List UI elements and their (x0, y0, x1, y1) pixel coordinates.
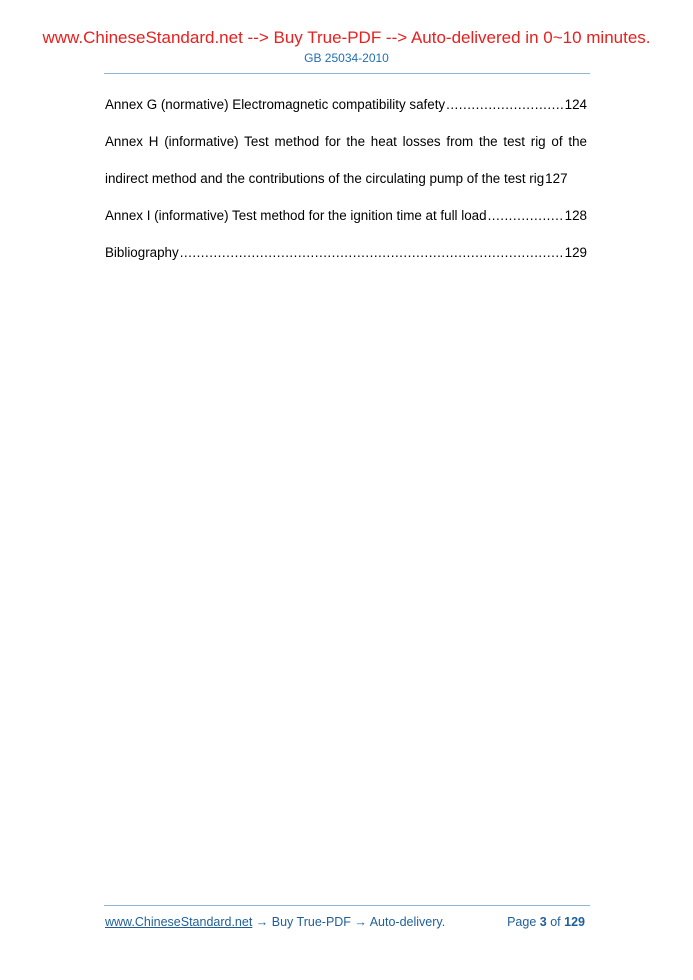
header-banner: www.ChineseStandard.net --> Buy True-PDF --> Auto-delivered in 0~10 minutes. (42, 28, 651, 47)
toc-entry-title: Bibliography (105, 245, 179, 260)
toc-dot-leader (180, 245, 564, 260)
header-divider (104, 73, 590, 74)
page-indicator (507, 915, 585, 929)
footer-promo-text: → Buy True-PDF → Auto-delivery. (252, 915, 446, 929)
toc-entry-title: indirect method and the contributions of the circulating pump of the test rig (105, 171, 545, 186)
toc-entry-annex-h-line1[interactable] (105, 134, 587, 171)
toc-entry-annex-h-line2[interactable] (105, 171, 587, 208)
toc-dot-leader (446, 97, 564, 112)
toc-entry-title: Annex I (informative) Test method for the ignition time at full load (105, 208, 487, 223)
toc-entry-title: Annex G (normative) Electromagnetic compatibility safety (105, 97, 446, 112)
of-label: of (550, 915, 561, 929)
toc-entry-annex-g[interactable] (105, 97, 587, 134)
page-label: Page (507, 915, 537, 929)
toc-entry-bibliography[interactable] (105, 245, 587, 282)
page-footer (105, 915, 585, 929)
footer-divider (104, 905, 590, 906)
total-page-count: 129 (564, 915, 585, 929)
toc-dot-leader (488, 208, 564, 223)
table-of-contents (105, 97, 587, 282)
standard-code: GB 25034-2010 (304, 51, 389, 65)
toc-entry-page: 129 (564, 245, 587, 260)
toc-entry-page: 124 (564, 97, 587, 112)
toc-entry-annex-i[interactable] (105, 208, 587, 245)
current-page-number: 3 (539, 915, 547, 929)
toc-entry-page: 127 (545, 171, 568, 186)
footer-site-link[interactable]: www.ChineseStandard.net (105, 915, 253, 929)
toc-entry-title: Annex H (informative) Test method for the heat losses from the test rig of the (105, 134, 587, 149)
toc-entry-page: 128 (564, 208, 587, 223)
